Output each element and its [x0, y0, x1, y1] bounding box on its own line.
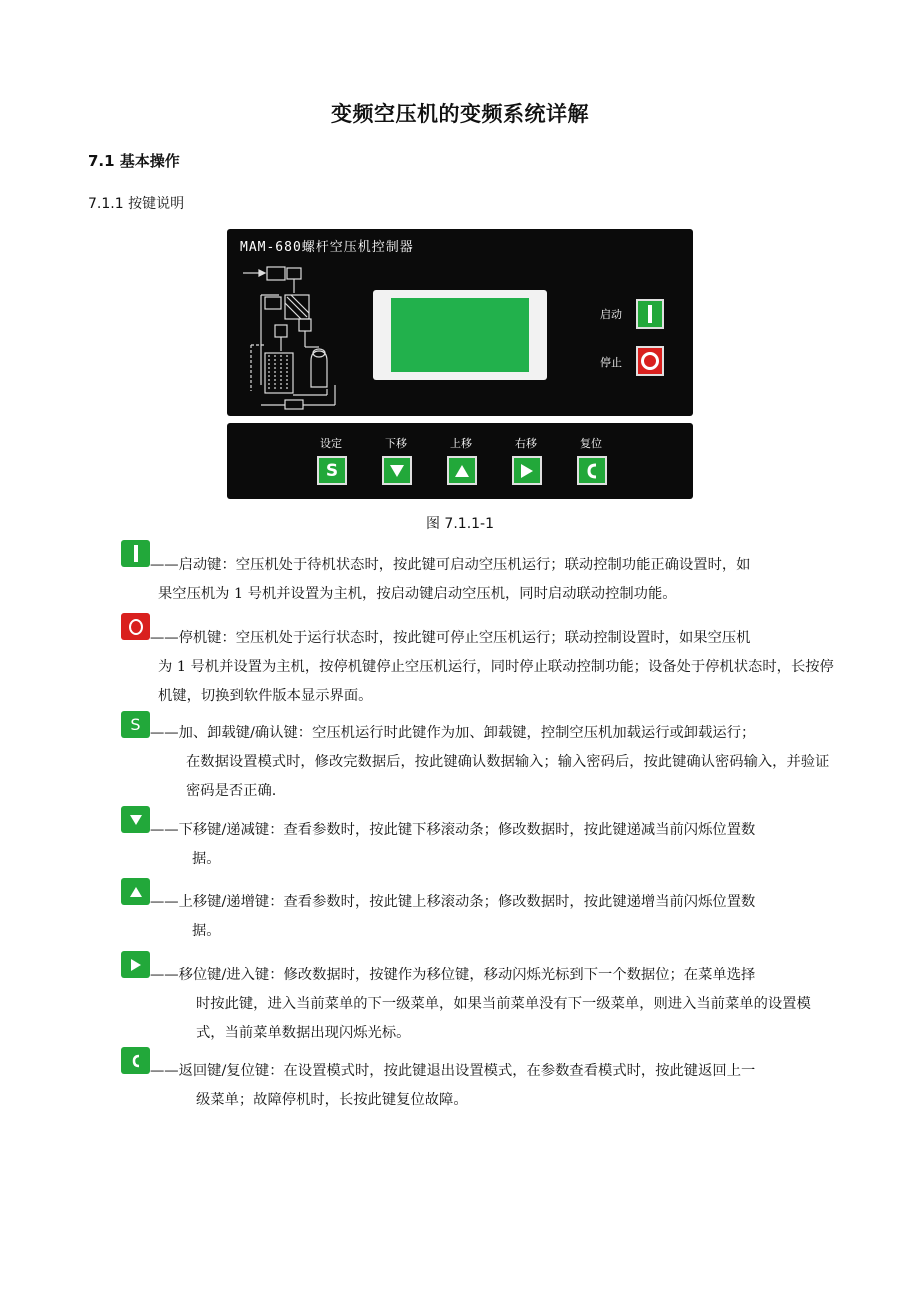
start-key-line1: ——启动键：空压机处于待机状态时，按此键可启动空压机运行；联动控制功能正确设置时，如	[150, 557, 751, 573]
right-button[interactable]	[512, 456, 542, 485]
down-key-line1: ——下移键/递减键：查看参数时，按此键下移滚动条；修改数据时，按此键递减当前闪烁位置数	[150, 822, 756, 838]
set-button[interactable]	[317, 456, 347, 485]
stop-ring-icon	[641, 352, 659, 370]
start-label: 启动	[600, 308, 622, 321]
figure-caption: 图 7.1.1-1	[425, 516, 495, 532]
down-triangle-icon	[389, 464, 405, 478]
up-key-label: 上移	[450, 437, 472, 450]
reset-key-icon	[121, 1047, 150, 1074]
stop-key-line1: ——停机键：空压机处于运行状态时，按此键可停止空压机运行；联动控制设置时，如果空压机	[150, 630, 751, 646]
up-key-line1: ——上移键/递增键：查看参数时，按此键上移滚动条；修改数据时，按此键递增当前闪烁位置数	[150, 894, 756, 910]
section-heading: 7.1 基本操作	[88, 152, 180, 170]
up-button[interactable]	[447, 456, 477, 485]
down-key-rest: 据。	[192, 851, 221, 867]
down-key-label: 下移	[385, 437, 407, 450]
down-key-description	[150, 816, 835, 874]
start-key-icon	[121, 540, 150, 567]
reset-key-label: 复位	[580, 437, 602, 450]
start-key-description	[150, 551, 835, 609]
right-key-rest: 时按此键，进入当前菜单的下一级菜单，如果当前菜单没有下一级菜单，则进入当前菜单的设置模式，当前菜单数据出现闪烁光标。	[196, 996, 811, 1041]
set-key-rest: 在数据设置模式时，修改完数据后，按此键确认数据输入；输入密码后，按此键确认密码输入，并验证密码是否正确.	[186, 754, 830, 799]
right-triangle-icon	[520, 463, 534, 479]
set-key-line1: ——加、卸载键/确认键：空压机运行时此键作为加、卸载键，控制空压机加载运行或卸载运行；	[150, 725, 756, 741]
document-title: 变频空压机的变频系统详解	[331, 102, 589, 126]
right-key-icon	[121, 951, 150, 978]
c-icon	[586, 463, 598, 479]
compressor-schematic-icon	[239, 265, 349, 415]
set-key-icon: S	[121, 711, 150, 738]
up-key-description	[150, 888, 835, 946]
down-key-icon	[121, 806, 150, 833]
right-key-label: 右移	[515, 437, 537, 450]
s-icon: S	[325, 460, 339, 481]
stop-key-description	[150, 624, 835, 711]
controller-name: MAM-680螺杆空压机控制器	[240, 240, 414, 255]
right-key-description	[150, 961, 835, 1048]
reset-button[interactable]	[577, 456, 607, 485]
stop-label: 停止	[600, 356, 622, 369]
up-triangle-icon	[454, 464, 470, 478]
stop-button[interactable]	[636, 346, 664, 376]
display-frame	[373, 290, 547, 380]
start-bar-icon	[648, 305, 652, 323]
reset-key-line1: ——返回键/复位键：在设置模式时，按此键退出设置模式，在参数查看模式时，按此键返回上一	[150, 1063, 756, 1079]
reset-key-rest: 级菜单；故障停机时，长按此键复位故障。	[196, 1092, 468, 1108]
stop-key-icon	[121, 613, 150, 640]
up-key-rest: 据。	[192, 923, 221, 939]
set-key-label: 设定	[320, 437, 342, 450]
reset-key-description	[150, 1057, 835, 1115]
subsection-heading: 7.1.1 按键说明	[88, 196, 185, 212]
controller-panel	[227, 229, 693, 416]
lcd-display	[391, 298, 529, 372]
down-button[interactable]	[382, 456, 412, 485]
set-key-description	[150, 719, 835, 806]
start-key-rest: 果空压机为 1 号机并设置为主机，按启动键启动空压机，同时启动联动控制功能。	[158, 586, 677, 602]
up-key-icon	[121, 878, 150, 905]
start-button[interactable]	[636, 299, 664, 329]
stop-key-rest: 为 1 号机并设置为主机，按停机键停止空压机运行，同时停止联动控制功能；设备处于停机状态时，长按停机键，切换到软件版本显示界面。	[158, 659, 834, 704]
controller-keypad	[227, 423, 693, 499]
right-key-line1: ——移位键/进入键：修改数据时，按键作为移位键，移动闪烁光标到下一个数据位；在菜单选择	[150, 967, 756, 983]
